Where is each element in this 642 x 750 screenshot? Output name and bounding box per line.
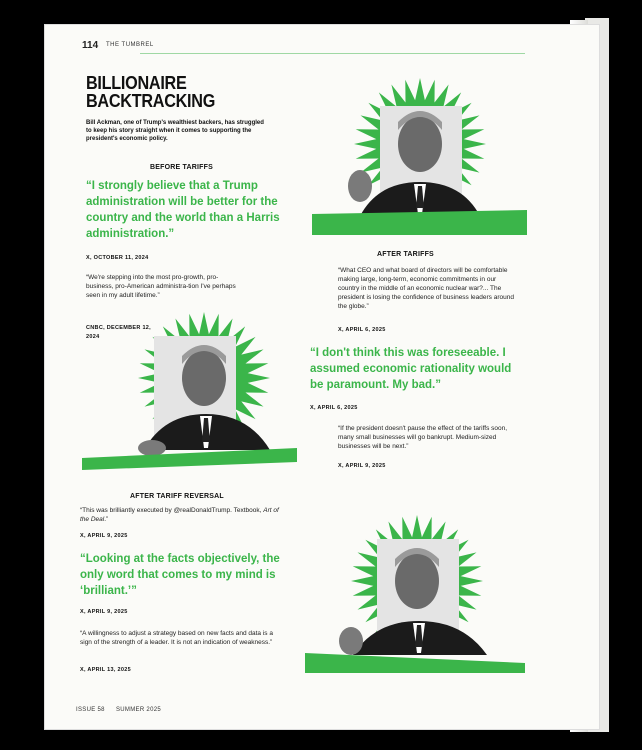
section-label-reversal: AFTER TARIFF REVERSAL <box>130 493 224 500</box>
body-quote-reversal-1: “This was brilliantly executed by @realDonaldTrump. Textbook, Art of the Deal.” <box>80 507 279 523</box>
pull-quote-after: “I don't think this was foreseeable. I assumed economic rationality would be paramount. My bad.” <box>310 347 512 391</box>
body-quote-reversal-2: “A willingness to adjust a strategy based on new facts and data is a sign of the strength of a leader. It is not an indication of weakness.” <box>80 630 273 646</box>
body-quote-after-1: “What CEO and what board of directors will be comfortable making large, long-term, economic commitments in our country in the middle of an economic nuclear war?... The president is losing the confidence of business leaders around the globe.” <box>338 267 514 310</box>
body-quote-before: “We're stepping into the most pro-growth, pro-business, pro-American administra-tion I've perhaps seen in my adult lifetime.” <box>86 274 236 299</box>
photo-ackman-bottom <box>305 505 525 675</box>
source-after-body-1: X, APRIL 6, 2025 <box>338 327 386 333</box>
source-reversal-body-1: X, APRIL 9, 2025 <box>80 533 128 539</box>
pull-quote-before: “I strongly believe that a Trump administration will be better for the country and the world than a Harris administration.” <box>86 180 280 240</box>
section-label-before: BEFORE TARIFFS <box>150 164 213 171</box>
running-head: THE TUMBREL <box>106 42 154 48</box>
source-before-body: CNBC, DECEMBER 12, 2024 <box>86 325 151 340</box>
source-reversal-body-2: X, APRIL 13, 2025 <box>80 667 131 673</box>
section-label-after: AFTER TARIFFS <box>377 251 434 258</box>
pull-quote-reversal: “Looking at the facts objectively, the only word that comes to my mind is ‘brilliant.’” <box>80 553 280 597</box>
source-after-quote: X, APRIL 6, 2025 <box>310 405 358 411</box>
photo-ackman-top <box>312 78 527 238</box>
footer-issue: ISSUE 58 <box>76 707 105 713</box>
dek: Bill Ackman, one of Trump's wealthiest backers, has struggled to keep his story straight when it comes to supporting the president's economic policy. <box>86 120 264 142</box>
photo-ackman-middle <box>82 302 302 472</box>
page-number: 114 <box>82 40 99 51</box>
source-reversal-quote: X, APRIL 9, 2025 <box>80 609 128 615</box>
body-quote-after-2: “If the president doesn't pause the effect of the tariffs soon, many small businesses will go bankrupt. Medium-sized businesses will be next.” <box>338 425 508 450</box>
footer-season: SUMMER 2025 <box>116 707 161 713</box>
source-before-quote: X, OCTOBER 11, 2024 <box>86 255 149 261</box>
page-title: BILLIONAIRE BACKTRACKING <box>86 73 216 111</box>
header-rule <box>140 53 525 54</box>
source-after-body-2: X, APRIL 9, 2025 <box>338 463 386 469</box>
